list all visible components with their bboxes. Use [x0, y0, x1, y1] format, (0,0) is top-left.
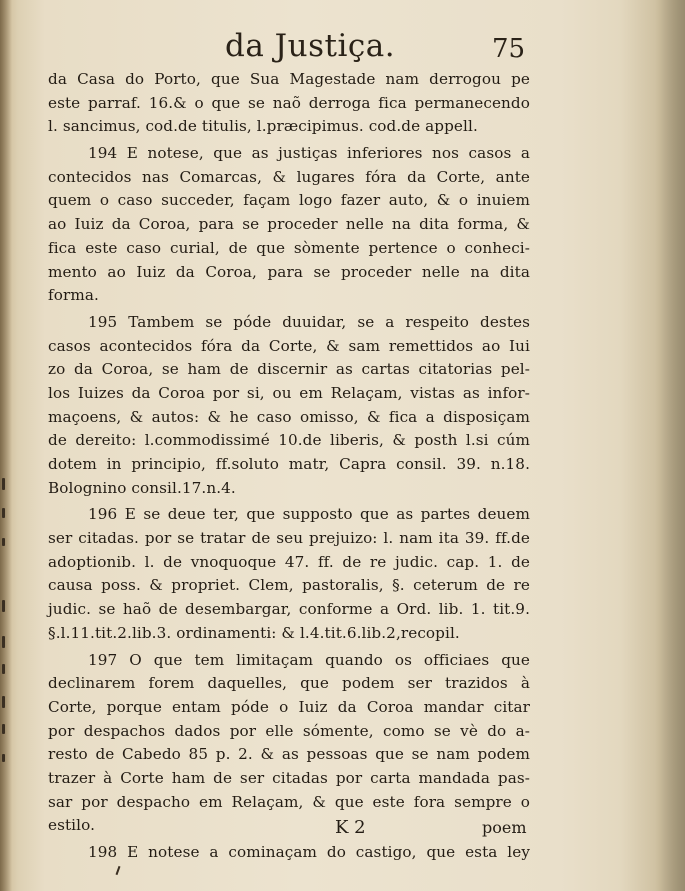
text-line: por despachos dados por elle sómente, como se vè do a- — [48, 721, 530, 740]
text-line: de dereito: l.commodissimé 10.de liberis, & posth l.si cúm — [48, 431, 530, 450]
gutter-mark — [2, 600, 5, 612]
text-line: declinarem forem daquelles, que podem ser trazidos à — [48, 674, 530, 693]
text-line: da Casa do Porto, que Sua Magestade nam derrogou pe — [48, 70, 530, 88]
page-number: 75 — [492, 34, 526, 64]
text-line: Corte, porque entam póde o Iuiz da Coroa mandar citar — [48, 697, 530, 716]
text-line: quem o caso succeder, façam logo fazer auto, & o inuiem — [48, 191, 530, 210]
text-line: l. sancimus, cod.de titulis, l.præcipimus. cod.de appell. — [48, 117, 478, 136]
text-line: estilo. — [48, 816, 96, 835]
text-line: fica este caso curial, de que sòmente pertence o conheci- — [48, 238, 530, 257]
text-line: adoptionib. l. de vnoquoque 47. ff. de re judic. cap. 1. de — [48, 552, 530, 571]
page-edge-shadow — [655, 0, 685, 891]
text-line: zo da Coroa, se ham de discernir as cartas citatorias pel- — [48, 360, 530, 379]
text-line: mento ao Iuiz da Coroa, para se proceder nelle na dita — [48, 262, 530, 281]
running-head-title: da Justiça. — [225, 28, 396, 64]
text-line: ao Iuiz da Coroa, para se proceder nelle na dita forma, & — [48, 215, 530, 234]
text-line: este parraf. 16.& o que se naõ derroga fica permanecendo — [48, 93, 530, 112]
signature-mark: K 2 — [335, 817, 366, 838]
text-line: trazer à Corte ham de ser citadas por carta mandada pas- — [48, 768, 530, 787]
text-line: resto de Cabedo 85 p. 2. & as pessoas que se nam podem — [48, 745, 530, 764]
gutter-mark — [2, 508, 5, 518]
text-line: Bolognino consil.17.n.4. — [48, 478, 236, 497]
paragraph-197-start: 197 O que tem limitaçam quando os officiaes que — [88, 650, 530, 669]
stray-mark — [116, 866, 121, 875]
text-line: sar por despacho em Relaçam, & que este fora sempre o — [48, 792, 530, 811]
text-line: dotem in principio, ff.soluto matr, Capra consil. 39. n.18. — [48, 455, 530, 473]
catchword: poem — [482, 818, 527, 837]
text-line: los Iuizes da Coroa por si, ou em Relaçam, vistas as infor- — [48, 383, 530, 402]
text-line: contecidos nas Comarcas, & lugares fóra da Corte, ante — [48, 167, 530, 186]
gutter-mark — [2, 478, 5, 490]
text-line: casos acontecidos fóra da Corte, & sam remettidos ao Iui — [48, 336, 530, 355]
text-line: maçoens, & autos: & he caso omisso, & fica a disposiçam — [48, 407, 530, 426]
paragraph-195-start: 195 Tambem se póde duuidar, se a respeito destes — [88, 312, 530, 331]
gutter-mark — [2, 664, 5, 674]
paragraph-198-start: 198 E notese a cominaçam do castigo, que esta ley — [88, 843, 530, 861]
text-line: causa poss. & propriet. Clem, pastoralis, §. ceterum de re — [48, 576, 530, 595]
gutter-mark — [2, 538, 5, 546]
text-line: judic. se haõ de desembargar, conforme a Ord. lib. 1. tit.9. — [48, 600, 530, 619]
gutter-mark — [2, 724, 5, 734]
paragraph-196-start: 196 E se deue ter, que supposto que as partes deuem — [88, 505, 530, 524]
paragraph-194-start: 194 E notese, que as justiças inferiores nos casos a — [88, 144, 530, 163]
text-line: §.l.11.tit.2.lib.3. ordinamenti: & l.4.tit.6.lib.2,recopil. — [48, 623, 460, 642]
text-line: forma. — [48, 286, 99, 305]
text-line: ser citadas. por se tratar de seu prejuizo: l. nam ita 39. ff.de — [48, 529, 530, 548]
gutter-mark — [2, 696, 5, 708]
body-text — [48, 68, 530, 865]
gutter-mark — [2, 636, 5, 648]
gutter-mark — [2, 754, 5, 762]
